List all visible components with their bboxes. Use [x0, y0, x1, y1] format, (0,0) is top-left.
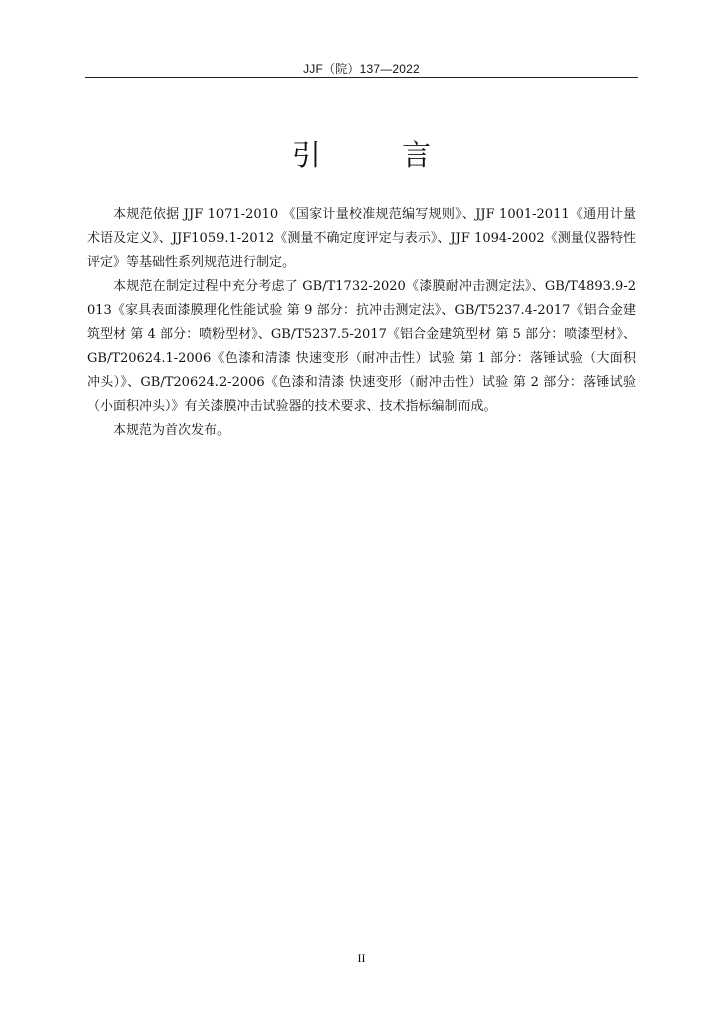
document-code-header: JJF（院）137—2022: [303, 62, 420, 76]
body-text: [87, 203, 636, 443]
paragraph-references: 本规范在制定过程中充分考虑了 GB/T1732-2020《漆膜耐冲击测定法》、GB/T4893.9-2013《家具表面漆膜理化性能试验 第 9 部分：抗冲击测定法》、GB/T5237.4-2017《铝合金建筑型材 第 4 部分：喷粉型材》、GB/T5237.5-2017《铝合金建筑型材 第 5 部分：喷漆型材》、GB/T20624.1-2006《色漆和清漆 快速变形（耐冲击性）试验 第 1 部分：落锤试验（大面积冲头）》、GB/T20624.2-2006《色漆和清漆 快速变形（耐冲击性）试验 第 2 部分：落锤试验（小面积冲头）》有关漆膜冲击试验器的技术要求、技术指标编制而成。: [87, 279, 636, 414]
paragraph-first-release: 本规范为首次发布。: [113, 423, 231, 438]
paragraph-basis: 本规范依据 JJF 1071-2010 《国家计量校准规范编写规则》、JJF 1001-2011《通用计量术语及定义》、JJF1059.1-2012《测量不确定度评定与表示》、JJF 1094-2002《测量仪器特性评定》等基础性系列规范进行制定。: [87, 207, 636, 270]
header-divider: [85, 77, 638, 78]
section-title: 引 言: [291, 138, 468, 172]
page-number: II: [357, 951, 366, 965]
